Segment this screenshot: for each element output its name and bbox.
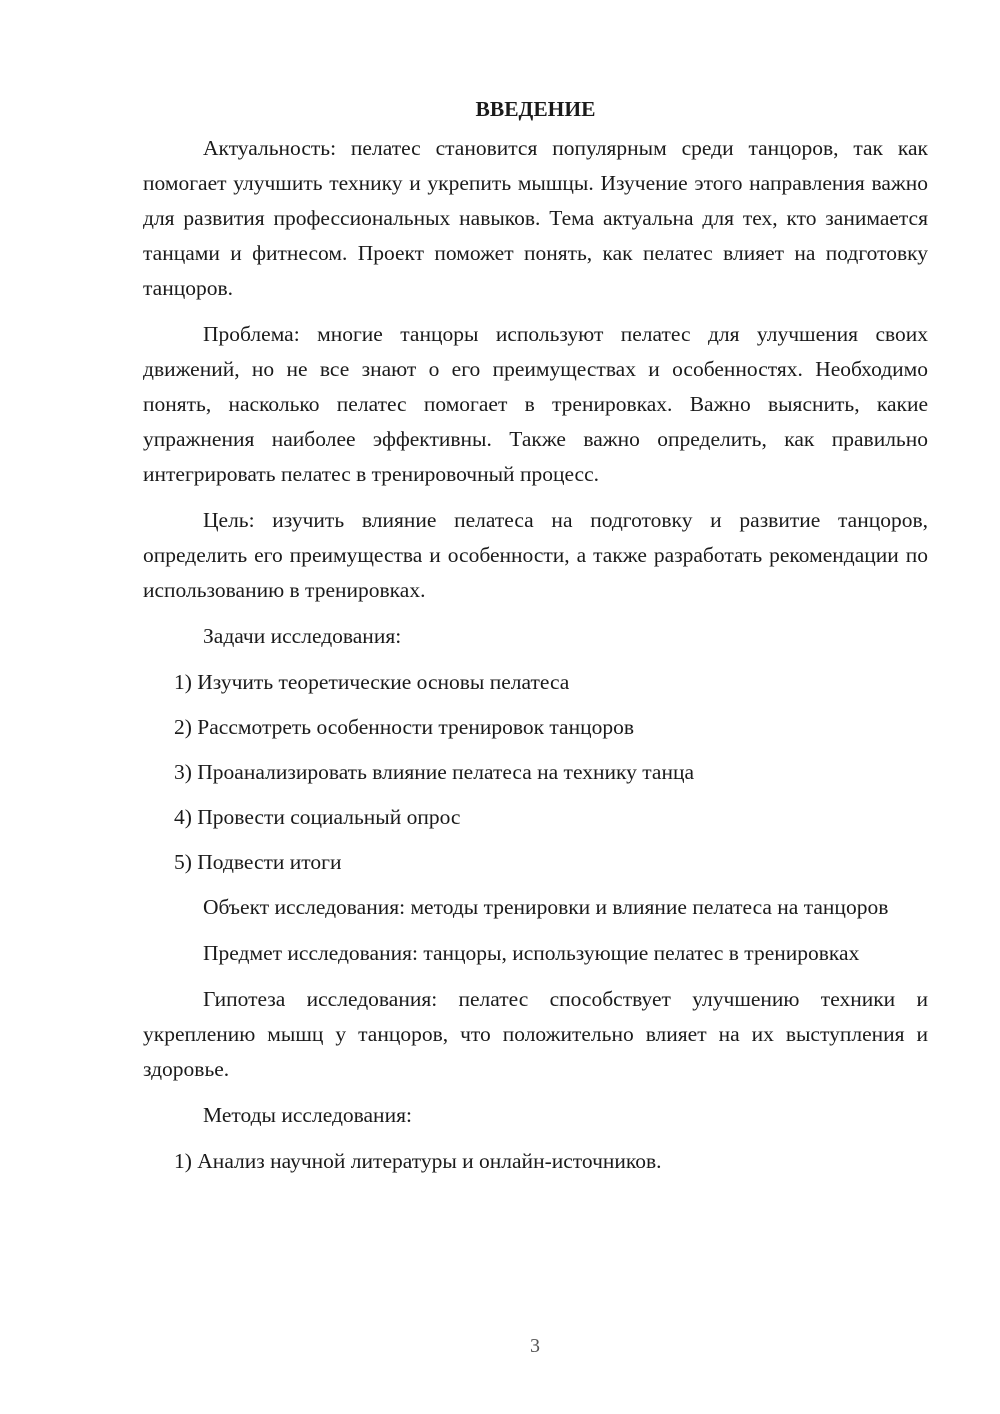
methods-heading: Методы исследования:	[203, 1103, 412, 1127]
paragraph-goal: Цель: изучить влияние пелатеса на подготовку и развитие танцоров, определить его преимущества и особенности, а также разработать рекомендации по использованию в тренировках.	[143, 508, 928, 602]
paragraph-relevance: Актуальность: пелатес становится популярным среди танцоров, так как помогает улучшить технику и укрепить мышцы. Изучение этого направления важно для развития профессиональных навыков. Тема актуальна для тех, кто занимается танцами и фитнесом. Проект поможет понять, как пелатес влияет на подготовку танцоров.	[143, 136, 928, 300]
list-item: 3) Проанализировать влияние пелатеса на технику танца	[174, 760, 694, 784]
document-page	[143, 92, 928, 1189]
paragraph-object: Объект исследования: методы тренировки и влияние пелатеса на танцоров	[203, 895, 889, 919]
tasks-list	[143, 665, 928, 880]
list-item: 1) Изучить теоретические основы пелатеса	[174, 670, 570, 694]
paragraph-problem: Проблема: многие танцоры используют пелатес для улучшения своих движений, но не все знают о его преимуществах и особенностях. Необходимо понять, насколько пелатес помогает в тренировках. Важно выяснить, какие упражнения наиболее эффективны. Также важно определить, как правильно интегрировать пелатес в тренировочный процесс.	[143, 322, 928, 486]
tasks-heading: Задачи исследования:	[203, 624, 402, 648]
methods-list	[143, 1144, 928, 1179]
page-number: 3	[530, 1335, 540, 1357]
list-item: 2) Рассмотреть особенности тренировок танцоров	[174, 715, 635, 739]
list-item: 1) Анализ научной литературы и онлайн-источников.	[174, 1149, 662, 1173]
document-title: ВВЕДЕНИЕ	[475, 97, 596, 121]
list-item: 5) Подвести итоги	[174, 850, 342, 874]
paragraph-hypothesis: Гипотеза исследования: пелатес способствует улучшению техники и укреплению мышц у танцоров, что положительно влияет на их выступления и здоровье.	[143, 987, 928, 1081]
paragraph-subject: Предмет исследования: танцоры, использующие пелатес в тренировках	[203, 941, 860, 965]
list-item: 4) Провести социальный опрос	[174, 805, 461, 829]
